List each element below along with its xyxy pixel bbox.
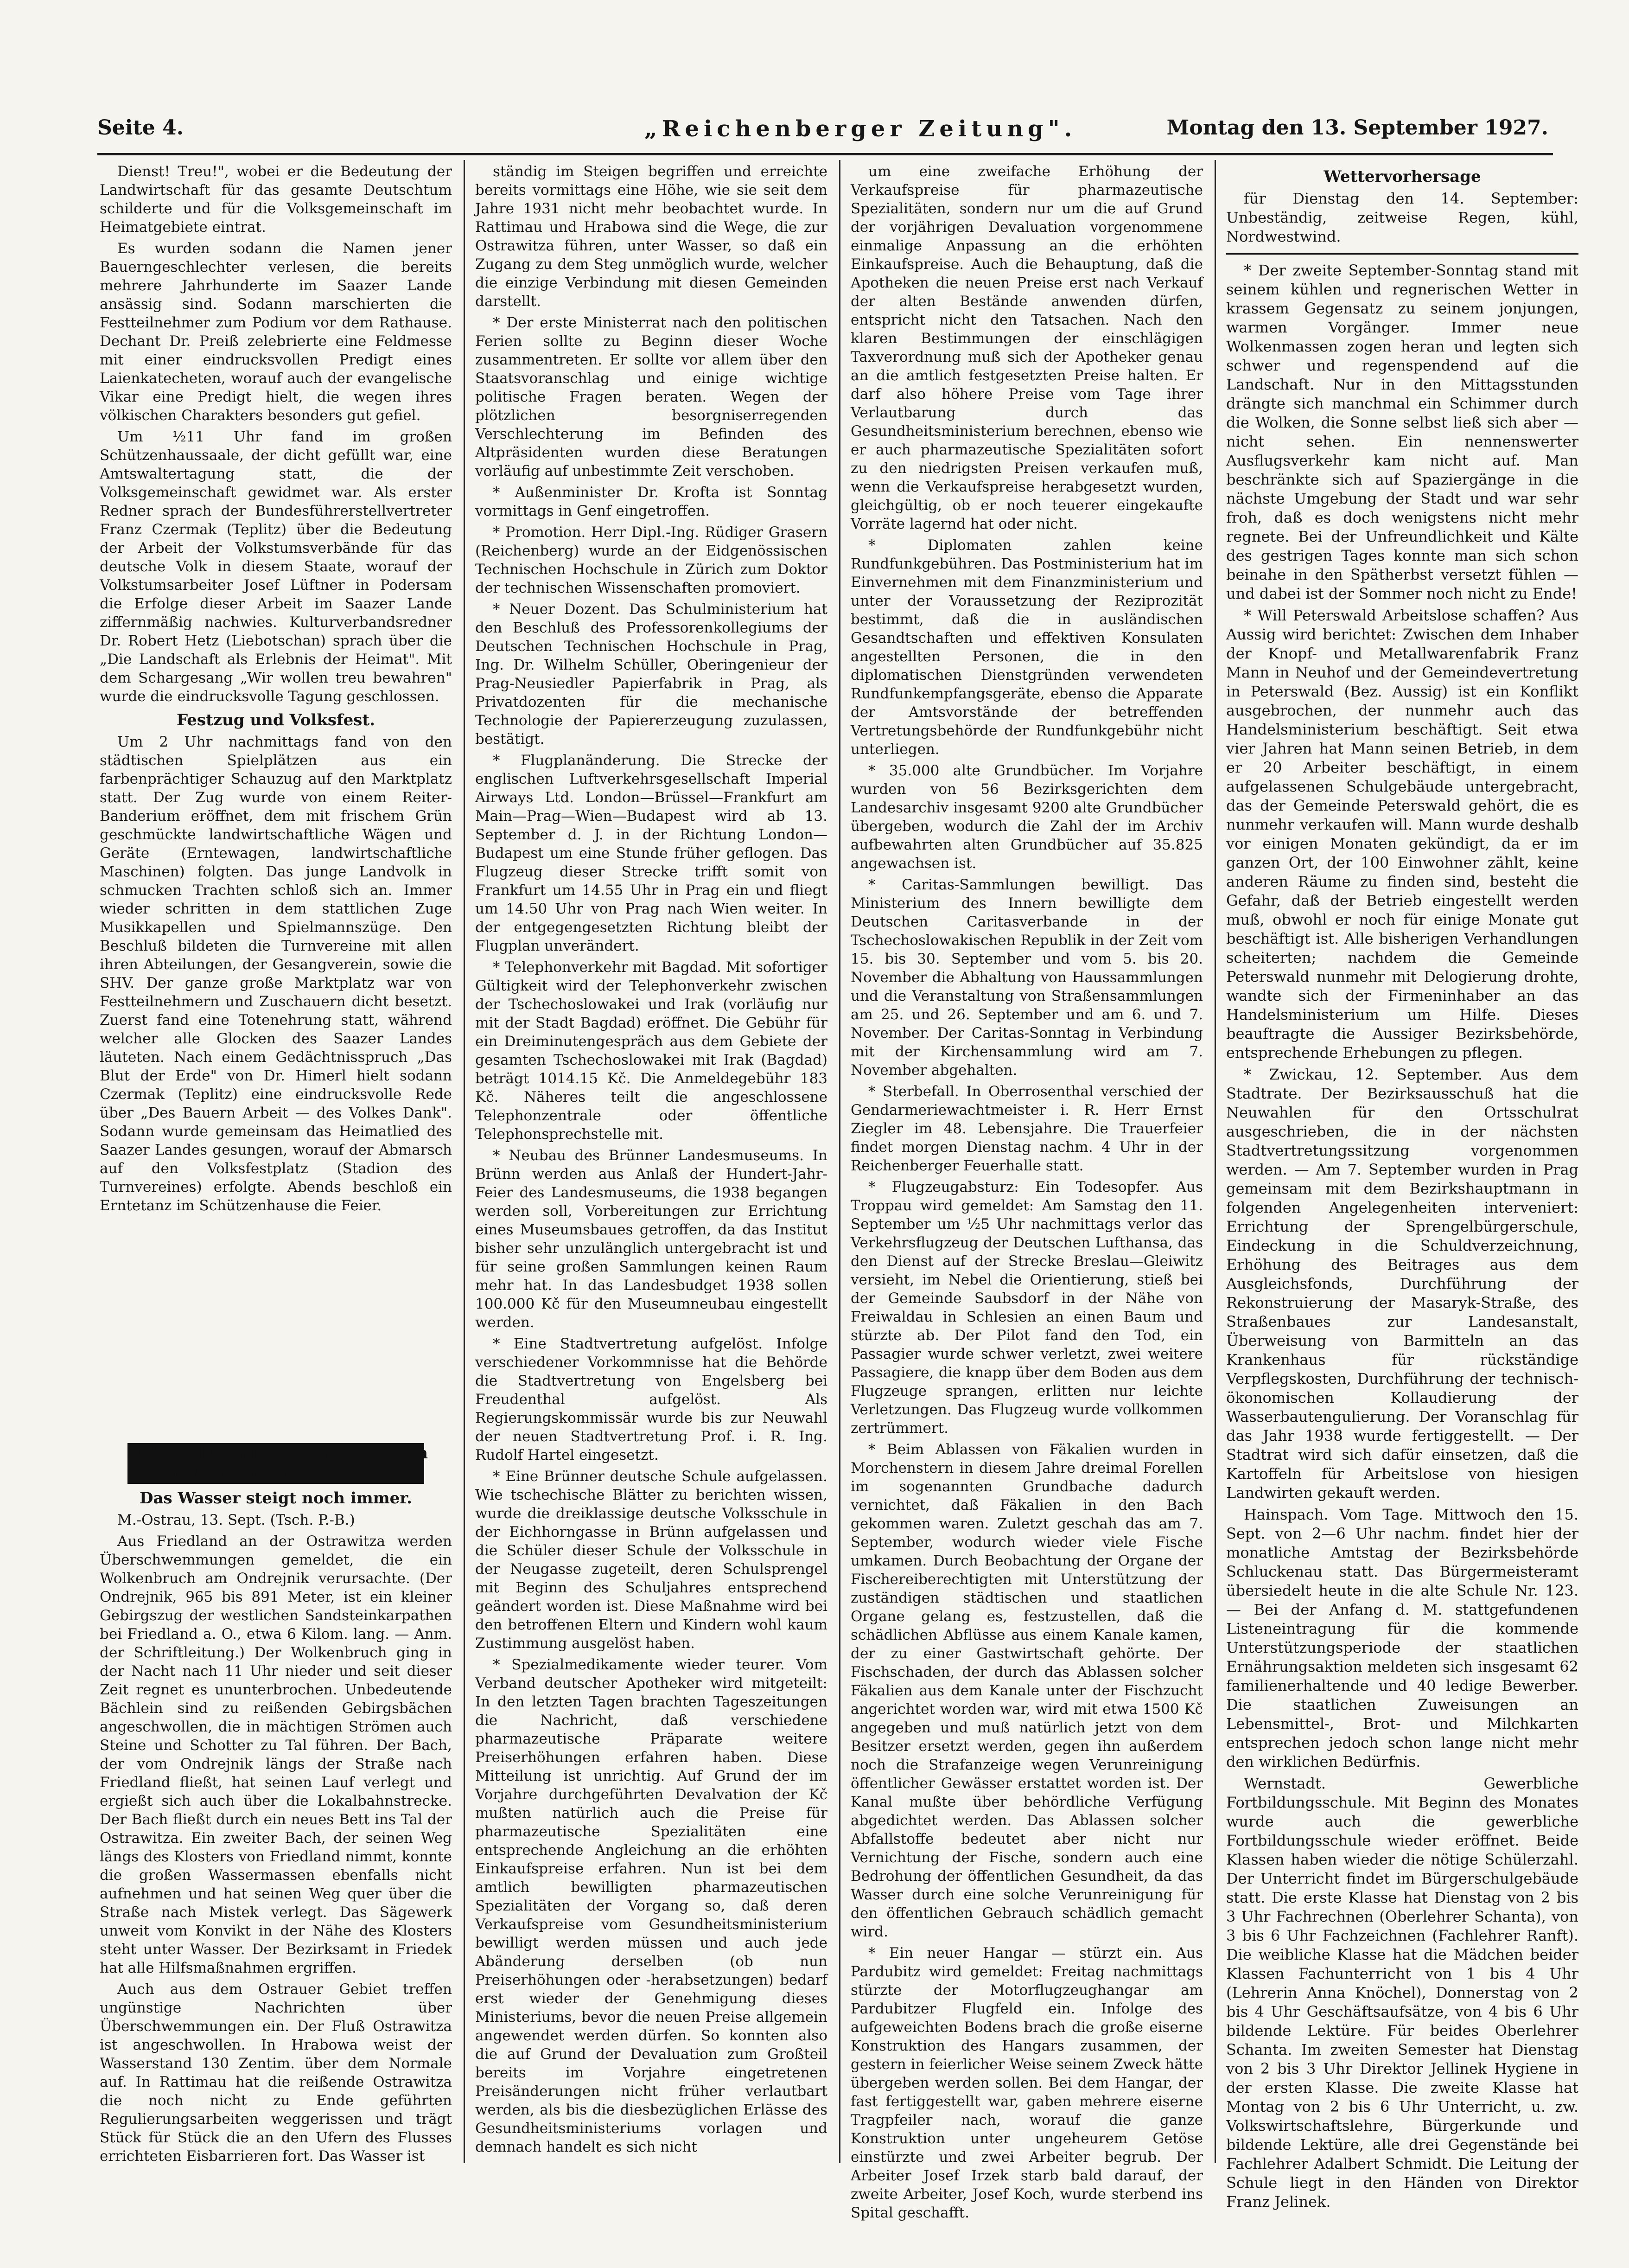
article-paragraph: * Außenminister Dr. Krofta ist Sonntag vormittags in Genf eingetroffen. — [475, 484, 827, 519]
article-paragraph: * Sterbefall. In Oberrosenthal verschied der Gendarmeriewachtmeister i. R. Herr Ernst Ziegler im 48. Lebensjahre. Die Trauerfeier findet morgen Dienstag nachm. 4 Uhr in der Reichenberger Feuerhalle statt. — [851, 1083, 1203, 1174]
article-paragraph: * Spezialmedikamente wieder teurer. Vom Verband deutscher Apotheker wird mitgeteilt: In den letzten Tagen brachten Tageszeitungen die Nachricht, daß verschiedene pharmazeutische Präparate weitere Preiserhöhungen erfahren haben. Diese Mitteilung ist unrichtig. Auf Grund der im Vorjahre durchgeführten Devalvation der Kč mußten natürlich auch die Preise für pharmazeutische Spezialitäten eine entsprechende Angleichung an die erhöhten Einkaufspreise erfahren. Nun ist bei dem amtlich bewilligten pharmazeutischen Spezialitäten der Vorgang so, daß deren Verkaufspreise vom Gesundheitsministerium bewilligt werden müssen und auch jede Abänderung derselben (ob nun Preiserhöhungen oder -herabsetzungen) bedarf erst wieder der Genehmigung dieses Ministeriums, bevor die neuen Preise allgemein angewendet werden dürfen. So konnten also die auf Grund der Devaluation zum Großteil bereits im Vorjahre eingetretenen Preisänderungen nicht früher verlautbart werden, als bis die diesbezüglichen Erlässe des Gesundheitsministeriums vorlagen und demnach handelt es sich nicht — [475, 1656, 827, 2155]
column-3 — [851, 162, 1203, 2225]
article-paragraph: * Zwickau, 12. September. Aus dem Stadtrate. Der Bezirksausschuß hat die Neuwahlen für den Ortsschulrat ausgeschrieben, die in der nächsten Stadtvertretungssitzung vorgenommen werden. — Am 7. September wurden in Prag gemeinsam mit dem Bezirkshauptmann in folgenden Angelegenheiten interveniert: Errichtung der Sprengelbürgerschule, Eindeckung in die Schuldverzeichnung, Erhöhung des Beitrages aus dem Ausgleichsfonds, Durchführung der Rekonstruierung der Masaryk-Straße, des Straßenbaues zur Landesanstalt, Überweisung von Barmitteln an das Krankenhaus für rückständige Verpflegskosten, Durchführung der technisch-ökonomischen Kollaudierung der Wasserbautengulierung. Der Voranschlag für das Jahr 1938 wurde fertiggestellt. — Der Stadtrat wird sich dafür einsetzen, daß die Kartoffeln für Arbeitslose von hiesigen Landwirten gekauft werden. — [1226, 1066, 1578, 1501]
article-paragraph: * Beim Ablassen von Fäkalien wurden in Morchenstern in diesem Jahre dreimal Forellen im sogenannten Grundbache dadurch vernichtet, daß Fäkalien in den Bach gekommen waren. Zuletzt geschah das am 7. September, wodurch wieder viele Fische umkamen. Durch Beobachtung der Organe der Fischereiberechtigten mit Unterstützung der zuständigen städtischen und staatlichen Organe gelang es, festzustellen, daß die schädlichen Abflüsse aus einem Kanale kamen, der zu einer Gastwirtschaft gehörte. Der Fischschaden, der durch das Ablassen solcher Fäkalien aus dem Kanale unter der Fischzucht angerichtet worden war, wird mit etwa 1500 Kč angegeben und muß natürlich jetzt von dem Besitzer ersetzt werden, gegen ihn außerdem noch die Strafanzeige wegen Verunreinigung öffentlicher Gewässer erstattet worden ist. Der Kanal mußte über behördliche Verfügung abgedichtet werden. Das Ablassen solcher Abfallstoffe bedeutet aber nicht nur Vernichtung der Fische, sondern auch eine Bedrohung der öffentlichen Gesundheit, da das Wasser durch eine solche Verunreinigung für den öffentlichen Gebrauch schädlich gemacht wird. — [851, 1441, 1203, 1940]
article-paragraph: Es wurden sodann die Namen jener Bauerngeschlechter verlesen, die bereits mehrere Jahrhunderte im Saazer Lande ansässig sind. Sodann marschierten die Festteilnehmer zum Podium vor dem Rathause. Dechant Dr. Preiß zelebrierte eine Feldmesse mit einer eindrucksvollen Predigt eines Laienkatecheten, worauf auch der evangelische Vikar eine Predigt hielt, die wegen ihres völkischen Charakters besonders gut gefiel. — [100, 240, 452, 424]
article-paragraph: ständig im Steigen begriffen und erreichte bereits vormittags eine Höhe, wie sie seit dem Jahre 1931 nicht mehr beobachtet wurde. In Rattimau und Hrabowa sind die Wege, die zur Ostrawitza führen, unter Wasser, so daß ein Zugang zu dem Steg unmöglich wurde, welcher die einzige Verbindung mit diesen Gemeinden darstellt. — [475, 163, 827, 310]
page-number: Seite 4. — [97, 116, 184, 140]
article-paragraph: * Flugplanänderung. Die Strecke der englischen Luftverkehrsgesellschaft Imperial Airways Ltd. London—Brüssel—Frankfurt am Main—Prag—Wien—Budapest wird ab 13. September d. J. in der Richtung London—Budapest um eine Stunde früher geflogen. Das Flugzeug dieser Strecke trifft somit von Frankfurt um 14.55 Uhr in Prag ein und fliegt um 14.50 Uhr von Prag nach Wien weiter. In der entgegengesetzten Richtung bleibt der Flugplan unverändert. — [475, 752, 827, 954]
article-paragraph: Aus Friedland an der Ostrawitza werden Überschwemmungen gemeldet, die ein Wolkenbruch am Ondrejnik verursachte. (Der Ondrejnik, 965 bis 891 Meter, ist ein kleiner Gebirgszug der westlichen Sandsteinkarpathen bei Friedland a. O., etwa 6 Kilom. lang. — Anm. der Schriftleitung.) Der Wolkenbruch ging in der Nacht nach 11 Uhr nieder und seit dieser Zeit regnet es ununterbrochen. Unbedeutende Bächlein sind zu reißenden Gebirgsbächen angeschwollen, die in mächtigen Strömen auch Steine und Schotter zu Tal führen. Der Bach, der vom Ondrejnik längs der Straße nach Friedland fließt, hat seinen Lauf verlegt und ergießt sich auch über die Lokalbahnstrecke. Der Bach fließt durch ein neues Bett ins Tal der Ostrawitza. Ein zweiter Bach, der seinen Weg längs des Klosters von Friedland nimmt, konnte die großen Wassermassen ebenfalls nicht aufnehmen und hat seinen Weg quer über die Straße nach Mistek verlegt. Das Sägewerk unweit vom Konvikt in der Nähe des Klosters steht unter Wasser. Der Bezirksamt in Friedek hat alle Hilfsmaßnahmen ergriffen. — [100, 1533, 452, 1976]
article-paragraph: M.-Ostrau, 13. Sept. (Tsch. P.-B.) — [117, 1512, 355, 1528]
article-paragraph: Dienst! Treu!", wobei er die Bedeutung der Landwirtschaft für das gesamte Deutschtum schilderte und für die Volksgemeinschaft im Heimatgebiete eintrat. — [100, 163, 452, 236]
article-paragraph: * Promotion. Herr Dipl.-Ing. Rüdiger Grasern (Reichenberg) wurde an der Eidgenössischen Technischen Hochschule in Zürich zum Doktor der technischen Wissenschaften promoviert. — [475, 524, 827, 596]
article-paragraph: * Eine Brünner deutsche Schule aufgelassen. Wie tschechische Blätter zu berichten wissen, wurde die dreiklassige deutsche Volksschule in der Eichhorngasse in Brünn aufgelassen und die Schüler dieser Schule der Volksschule in der Neugasse zugeteilt, deren Schulsprengel mit Beginn des Schuljahres entsprechend geändert worden ist. Diese Maßnahme wird bei den betroffenen Eltern und Kindern wohl kaum Zustimmung ausgelöst haben. — [475, 1468, 827, 1652]
article-paragraph: * Caritas-Sammlungen bewilligt. Das Ministerium des Innern bewilligte dem Deutschen Caritasverbande in der Tschechoslowakischen Republik in der Zeit vom 15. bis 30. September und vom 5. bis 20. November die Abhaltung von Haussammlungen und die Veranstaltung von Straßensammlungen am 25. und 26. September und am 6. und 7. November. Der Caritas-Sonntag in Verbindung mit der Kirchensammlung wird am 7. November abgehalten. — [851, 876, 1203, 1079]
column-divider — [1215, 160, 1216, 2163]
article-paragraph: * Der erste Ministerrat nach den politischen Ferien sollte zu Beginn dieser Woche zusammentreten. Er sollte vor allem über den Staatsvoranschlag und einige wichtige politische Fragen beraten. Wegen der plötzlichen besorgniserregenden Verschlechterung im Befinden des Altpräsidenten wurden diese Beratungen vorläufig auf unbestimmte Zeit verschoben. — [475, 314, 827, 479]
article-paragraph: um eine zweifache Erhöhung der Verkaufspreise für pharmazeutische Spezialitäten, sondern nur um die auf Grund der vorjährigen Devaluation vorgenommene einmalige Anpassung an die erhöhten Einkaufspreise. Auch die Behauptung, daß die Apotheken die neuen Preise erst nach Verkauf der alten Bestände anwenden dürfen, entspricht nicht den Tatsachen. Nach den klaren Bestimmungen der einschlägigen Taxverordnung muß sich der Apotheker genau an die amtlich festgesetzten Preise halten. Er darf also höhere Preise vom Tage ihrer Verlautbarung durch das Gesundheitsministerium berechnen, ebenso wie er auch pharmazeutische Spezialitäten sofort zu den niedrigsten Preisen verkaufen muß, wenn die Verkaufspreise herabgesetzt wurden, gleichgültig, ob er noch teuerer eingekaufte Vorräte lagernd hat oder nicht. — [851, 163, 1203, 532]
article-paragraph: Um ½11 Uhr fand im großen Schützenhaussaale, der dicht gefüllt war, eine Amtswaltertagung statt, die der Volksgemeinschaft gewidmet war. Als erster Redner sprach der Bundesführerstellvertreter Franz Czermak (Teplitz) über die Bedeutung der Arbeit der Volkstumsverbände für das deutsche Volk in diesem Staate, worauf der Volkstumsarbeiter Josef Lüftner in Podersam die Erfolge dieser Arbeit im Saazer Lande ziffernmäßig nachwies. Kulturverbandsredner Dr. Robert Hetz (Liebotschan) sprach über die „Die Landschaft als Erlebnis der Heimat". Mit dem Schargesang „Wir wollen treu bewahren" wurde die eindrucksvolle Tagung geschlossen. — [100, 428, 452, 705]
page-header — [97, 116, 1548, 153]
issue-date: Montag den 13. September 1927. — [1166, 116, 1548, 140]
article-paragraph: * Will Peterswald Arbeitslose schaffen? Aus Aussig wird berichtet: Zwischen dem Inhaber der Knopf- und Metallwarenfabrik Franz Mann in Neuhof und der Gemeindevertretung in Peterswald (Bez. Aussig) ist ein Konflikt ausgebrochen, der nunmehr auch das Handelsministerium beschäftigt. Seit etwa vier Jahren hat Mann seinen Betrieb, in dem er 20 Arbeiter beschäftigt, in einem aufgelassenen Schulgebäude untergebracht, das der Gemeinde Peterswald gehört, die es nunmehr verkaufen will. Mann wurde deshalb vor einigen Monaten gekündigt, da er im ganzen Ort, der 100 Einwohner zählt, keine anderen Räume zu finden sind, besteht die Gefahr, daß der Betrieb eingestellt werden muß, obwohl er noch für einige Monate gut beschäftigt ist. Alle bisherigen Verhandlungen scheiterten; nachdem die Gemeinde Peterswald nunmehr mit Delogierung drohte, wandte sich der Firmeninhaber an das Handelsministerium um Hilfe. Dieses beauftragte die Aussiger Bezirksbehörde, entsprechende Erhebungen zu pflegen. — [1226, 607, 1578, 1061]
section-heading: Festzug und Volksfest. — [177, 711, 375, 729]
newspaper-title: „Reichenberger Zeitung". — [644, 116, 1077, 142]
banner-heading: Ueberschwemmungskatastrophen in Nordostmähren. — [127, 1444, 428, 1483]
column-divider — [839, 160, 840, 2163]
article-paragraph: * Der zweite September-Sonntag stand mit seinem kühlen und regnerischen Wetter in krassem Gegensatz zu seinem jonjungen, warmen Vorgänger. Immer neue Wolkenmassen zogen heran und legten sich schwer und regenspendend auf die Landschaft. Nur in den Mittagsstunden drängte sich manchmal ein Schimmer durch die Wolken, die Sonne selbst ließ sich aber — nicht sehen. Ein nennenswerter Ausflugsverkehr kam nicht auf. Man beschränkte sich auf Spaziergänge in die nächste Umgebung der Stadt und war sehr froh, daß es doch wenigstens nicht mehr regnete. Bei der Unfreundlichkeit und Kälte des gestrigen Tages konnte man sich schon beinahe in den Spätherbst versetzt fühlen — und dabei ist der Sommer noch nicht zu Ende! — [1226, 262, 1578, 602]
column-gap — [100, 1218, 452, 1440]
article-paragraph: * 35.000 alte Grundbücher. Im Vorjahre wurden von 56 Bezirksgerichten dem Landesarchiv insgesamt 9200 alte Grundbücher übergeben, wodurch die Zahl der im Archiv aufbewahrten alten Grundbücher auf 35.825 angewachsen ist. — [851, 762, 1203, 872]
article-paragraph: * Flugzeugabsturz: Ein Todesopfer. Aus Troppau wird gemeldet: Am Samstag den 11. September um ½5 Uhr nachmittags verlor das Verkehrsflugzeug der Deutschen Lufthansa, das den Dienst auf der Strecke Breslau—Gleiwitz versieht, im Nebel die Orientierung, stieß bei der Gemeinde Saubsdorf in der Nähe von Freiwaldau in Schlesien an einen Baum und stürzte ab. Der Pilot fand den Tod, ein Passagier wurde schwer verletzt, zwei weitere Passagiere, die knapp über dem Boden aus dem Flugzeuge sprangen, erlitten nur leichte Verletzungen. Das Flugzeug wurde vollkommen zertrümmert. — [851, 1179, 1203, 1437]
column-2 — [475, 162, 827, 2159]
column-divider — [464, 160, 465, 2163]
article-paragraph: * Neubau des Brünner Landesmuseums. In Brünn werden aus Anlaß der Hundert-Jahr-Feier des Landesmuseums, die 1938 begangen werden soll, Vorbereitungen zur Errichtung eines Museumsbaues getroffen, da das Institut bisher sehr unzulänglich untergebracht ist und für seine großen Sammlungen keinen Raum mehr hat. In das Landesbudget 1938 sollen 100.000 Kč für den Museumneubau eingestellt werden. — [475, 1147, 827, 1331]
section-rule — [1226, 253, 1578, 255]
article-paragraph: für Dienstag den 14. September: Unbeständig, zeitweise Regen, kühl, Nordwestwind. — [1226, 190, 1578, 245]
section-heading: Das Wasser steigt noch immer. — [140, 1489, 412, 1508]
article-paragraph: * Telephonverkehr mit Bagdad. Mit sofortiger Gültigkeit wird der Telephonverkehr zwischen der Tschechoslowakei und Irak (vorläufig nur mit der Stadt Bagdad) eröffnet. Die Gebühr für ein Dreiminutengespräch aus dem Gebiete der gesamten Tschechoslowakei mit Irak (Bagdad) beträgt 1014.15 Kč. Die Anmeldegebühr 183 Kč. Näheres teilt die angeschlossene Telephonzentrale oder öffentliche Telephonsprechstelle mit. — [475, 959, 827, 1143]
column-4 — [1226, 162, 1578, 2214]
article-paragraph: Um 2 Uhr nachmittags fand von den städtischen Spielplätzen aus ein farbenprächtiger Schauzug auf den Marktplatz statt. Der Zug wurde von einem Reiter-Banderium eröffnet, dem mit frischem Grün geschmückte landwirtschaftliche Wägen und Geräte (Erntewagen, landwirtschaftliche Maschinen) folgten. Das junge Landvolk in schmucken Trachten schloß sich an. Immer wieder schritten in dem stattlichen Zuge Musikkapellen und Spielmannszüge. Den Beschluß bildeten die Turnvereine mit allen ihren Abteilungen, der Gesangverein, sowie die SHV. Der ganze große Marktplatz war von Festteilnehmern und Zuschauern dicht besetzt. Zuerst fand eine Totenehrung statt, während welcher alle Glocken des Saazer Landes läuteten. Nach einem Gedächtnisspruch „Das Blut der Erde" von Dr. Himerl hielt sodann Czermak (Teplitz) eine eindrucksvolle Rede über „Des Bauern Arbeit — des Volkes Dank". Sodann wurde gemeinsam das Heimatlied des Saazer Landes gesungen, worauf der Abmarsch auf den Volksfestplatz (Stadion des Turnvereines) erfolgte. Abends beschloß ein Erntetanz im Schützenhause die Feier. — [100, 734, 452, 1214]
article-paragraph: * Eine Stadtvertretung aufgelöst. Infolge verschiedener Vorkommnisse hat die Behörde die Stadtvertretung von Engelsberg bei Freudenthal aufgelöst. Als Regierungskommissär wurde bis zur Neuwahl der neuen Stadtvertretung Prof. i. R. Ing. Rudolf Hartel eingesetzt. — [475, 1335, 827, 1463]
article-paragraph: Wernstadt. Gewerbliche Fortbildungsschule. Mit Beginn des Monates wurde auch die gewerbliche Fortbildungsschule wieder eröffnet. Beide Klassen haben wieder die nötige Schülerzahl. Der Unterricht findet im Bürgerschulgebäude statt. Die erste Klasse hat Dienstag von 2 bis 3 Uhr Fachrechnen (Oberlehrer Schanta), von 3 bis 6 Uhr Fachzeichnen (Fachlehrer Ranft). Die weibliche Klasse hat die Mädchen beider Klassen Fachunterricht von 1 bis 4 Uhr (Lehrerin Anna Knöchel), Donnerstag von 2 bis 4 Uhr Geschäftsaufsätze, von 4 bis 6 Uhr bildende Lektüre. Für beides Oberlehrer Schanta. Im zweiten Semester hat Dienstag von 2 bis 3 Uhr Direktor Jellinek Hygiene in der ersten Klasse. Die zweite Klasse hat Montag von 2 bis 6 Uhr Unterricht, u. zw. Volkswirtschaftslehre, Bürgerkunde und bildende Lektüre, alle drei Gegenstände bei Fachlehrer Adalbert Schmidt. Die Leitung der Schule liegt in den Händen von Direktor Franz Jelinek. — [1226, 1775, 1578, 2211]
section-heading: Wettervorhersage — [1324, 167, 1481, 186]
article-paragraph: * Diplomaten zahlen keine Rundfunkgebühren. Das Postministerium hat im Einvernehmen mit dem Finanzministerium und unter der Voraussetzung der Reziprozität bestimmt, daß die in ausländischen Gesandtschaften und effektiven Konsulaten angestellten Personen, die in den diplomatischen Dienstgründen verwendeten Rundfunkempfangsgeräte, ebenso die Apparate der Amtsvorstände der betreffenden Vertretungsbehörde der Rundfunkgebühr nicht unterliegen. — [851, 537, 1203, 758]
article-paragraph: Hainspach. Vom Tage. Mittwoch den 15. Sept. von 2—6 Uhr nachm. findet hier der monatliche Amtstag der Bezirksbehörde Schluckenau statt. Das Bürgermeisteramt übersiedelt heute in die alte Schule Nr. 123. — Bei der Anfang d. M. stattgefundenen Listeneintragung für die kommende Unterstützungsperiode der staatlichen Ernährungsaktion meldeten sich insgesamt 62 familienerhaltende und 40 ledige Bewerber. Die staatlichen Zuweisungen an Lebensmittel-, Brot- und Milchkarten entsprechen jedoch schon lange nicht mehr den wirklichen Bedürfnis. — [1226, 1506, 1578, 1770]
article-paragraph: * Neuer Dozent. Das Schulministerium hat den Beschluß des Professorenkollegiums der Deutschen Technischen Hochschule in Prag, Ing. Dr. Wilhelm Schüller, Oberingenieur der Prag-Neusiedler Papierfabrik in Prag, als Privatdozenten für die mechanische Technologie der Papiererzeugung zuzulassen, bestätigt. — [475, 601, 827, 747]
header-rule — [97, 153, 1553, 155]
article-paragraph: Auch aus dem Ostrauer Gebiet treffen ungünstige Nachrichten über Überschwemmungen ein. Der Fluß Ostrawitza ist angeschwollen. In Hrabowa weist der Wasserstand 130 Zentim. über dem Normale auf. In Rattimau hat die reißende Ostrawitza die noch nicht zu Ende geführten Regulierungsarbeiten weggerissen und trägt Stück für Stück die an den Ufern des Flusses errichteten Eisbarrieren fort. Das Wasser ist — [100, 1981, 452, 2165]
article-paragraph: * Ein neuer Hangar — stürzt ein. Aus Pardubitz wird gemeldet: Freitag nachmittags stürzte der Motorflugzeughangar am Pardubitzer Flugfeld ein. Infolge des aufgeweichten Bodens brach die große eiserne Konstruktion des Hangars zusammen, der gestern in feierlicher Weise seinem Zweck hätte übergeben werden sollen. Bei dem Hangar, der fast fertiggestellt war, gaben mehrere eiserne Tragpfeiler nach, worauf die ganze Konstruktion unter ungeheurem Getöse einstürzte und zwei Arbeiter begrub. Der Arbeiter Josef Irzek starb bald darauf, der zweite Arbeiter, Josef Koch, wurde sterbend ins Spital geschafft. — [851, 1945, 1203, 2221]
column-1 — [100, 162, 452, 2168]
